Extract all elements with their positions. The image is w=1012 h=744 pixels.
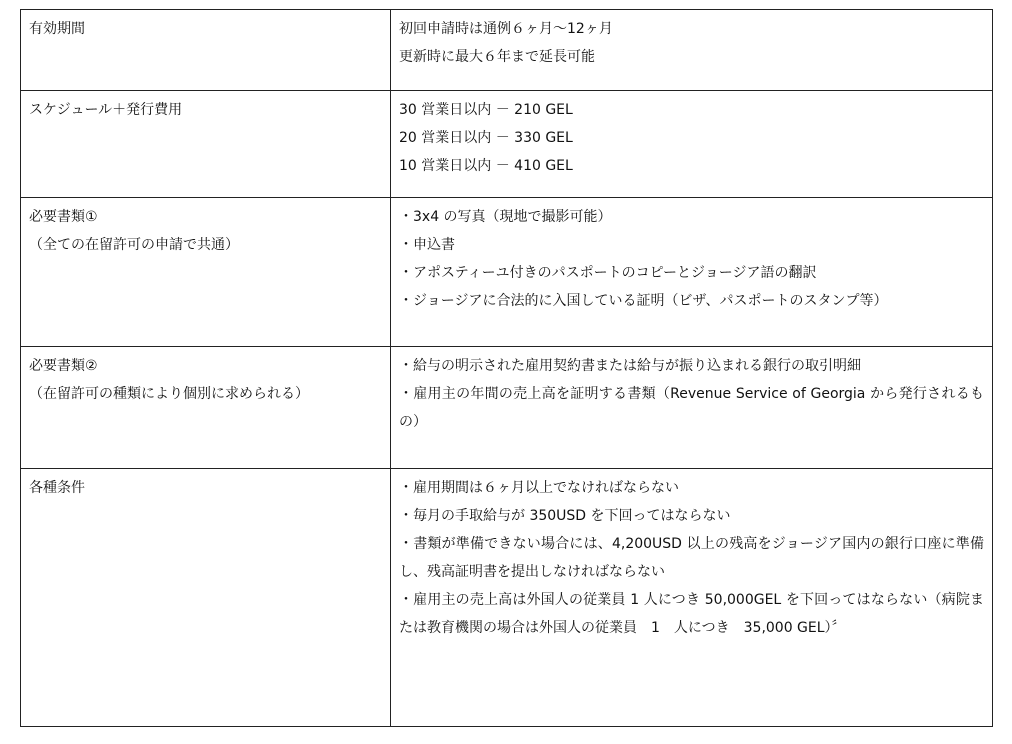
content-line: ・給与の明示された雇用契約書または給与が振り込まれる銀行の取引明細 bbox=[399, 358, 861, 374]
row-content-schedule-fees bbox=[391, 91, 993, 198]
content-line: 30 営業日以内 － 210 GEL bbox=[399, 102, 573, 118]
row-label-conditions bbox=[21, 469, 391, 727]
content-line: ・雇用主の売上高は外国人の従業員 1 人につき 50,000GEL を下回ってはならない（病院または教育機関の場合は外国人の従業員 1 人につき 35,000 GEL）〞 bbox=[399, 592, 984, 636]
label-text: 必要書類② bbox=[29, 358, 98, 374]
content-line: ・アポスティーユ付きのパスポートのコピーとジョージア語の翻訳 bbox=[399, 265, 817, 281]
content-line: ・申込書 bbox=[399, 237, 455, 253]
content-line: ・3x4 の写真（現地で撮影可能） bbox=[399, 209, 612, 225]
content-line: ・雇用主の年間の売上高を証明する書類（Revenue Service of Georgia から発行されるもの） bbox=[399, 386, 984, 430]
label-subtext: （全ての在留許可の申請で共通） bbox=[29, 237, 239, 253]
content-line: ・ジョージアに合法的に入国している証明（ビザ、パスポートのスタンプ等） bbox=[399, 293, 888, 309]
row-content-conditions bbox=[391, 469, 993, 727]
row-content-required-docs-2 bbox=[391, 347, 993, 469]
table-row-required-docs-1 bbox=[21, 198, 993, 347]
label-text: スケジュール＋発行費用 bbox=[29, 102, 183, 118]
table-row-required-docs-2 bbox=[21, 347, 993, 469]
table-row-conditions bbox=[21, 469, 993, 727]
table-row-validity bbox=[21, 10, 993, 91]
row-label-required-docs-2 bbox=[21, 347, 391, 469]
row-content-validity bbox=[391, 10, 993, 91]
row-label-validity bbox=[21, 10, 391, 91]
content-line: 10 営業日以内 － 410 GEL bbox=[399, 158, 573, 174]
label-text: 有効期間 bbox=[29, 21, 85, 37]
row-content-required-docs-1 bbox=[391, 198, 993, 347]
label-text: 各種条件 bbox=[29, 480, 85, 496]
content-line: ・書類が準備できない場合には、4,200USD 以上の残高をジョージア国内の銀行口座に準備し、残高証明書を提出しなければならない bbox=[399, 536, 984, 580]
content-line: 20 営業日以内 － 330 GEL bbox=[399, 130, 573, 146]
table-row-schedule-fees bbox=[21, 91, 993, 198]
row-label-schedule-fees bbox=[21, 91, 391, 198]
content-line: ・毎月の手取給与が 350USD を下回ってはならない bbox=[399, 508, 731, 524]
label-subtext: （在留許可の種類により個別に求められる） bbox=[29, 386, 309, 402]
row-label-required-docs-1 bbox=[21, 198, 391, 347]
content-line: ・雇用期間は６ヶ月以上でなければならない bbox=[399, 480, 679, 496]
label-text: 必要書類① bbox=[29, 209, 98, 225]
residence-permit-info-table bbox=[20, 9, 993, 727]
content-line: 更新時に最大６年まで延長可能 bbox=[399, 49, 595, 65]
content-line: 初回申請時は通例６ヶ月〜12ヶ月 bbox=[399, 21, 613, 37]
